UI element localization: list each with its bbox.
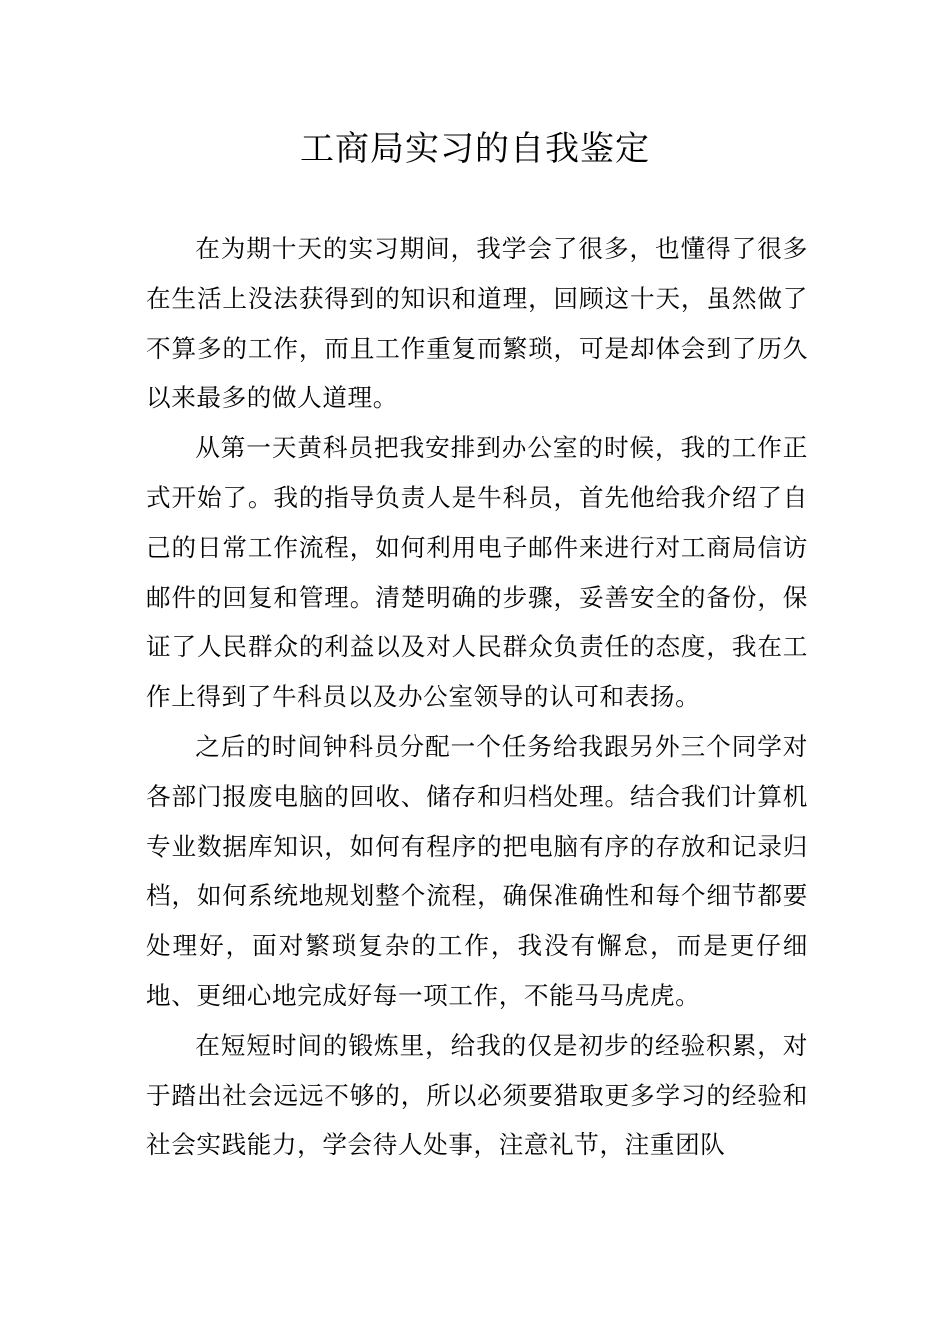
- document-title: 工商局实习的自我鉴定: [300, 129, 650, 169]
- paragraph-2: 从第一天黄科员把我安排到办公室的时候，我的工作正式开始了。我的指导负责人是牛科员，首先他给我介绍了自己的日常工作流程，如何利用电子邮件来进行对工商局信访邮件的回复和管理。清楚明确的步骤，妥善安全的备份，保证了人民群众的利益以及对人民群众负责任的态度，我在工作上得到了牛科员以及办公室领导的认可和表扬。: [146, 433, 808, 712]
- paragraph-3: 之后的时间钟科员分配一个任务给我跟另外三个同学对各部门报废电脑的回收、储存和归档处理。结合我们计算机专业数据库知识，如何有程序的把电脑有序的存放和记录归档，如何系统地规划整个流程，确保准确性和每个细节都要处理好，面对繁琐复杂的工作，我没有懈怠，而是更仔细地、更细心地完成好每一项工作，不能马马虎虎。: [146, 731, 808, 1010]
- paragraph-1: 在为期十天的实习期间，我学会了很多，也懂得了很多在生活上没法获得到的知识和道理，回顾这十天，虽然做了不算多的工作，而且工作重复而繁琐，可是却体会到了历久以来最多的做人道理。: [146, 234, 808, 413]
- document-body: [146, 224, 808, 1170]
- paragraph-4: 在短短时间的锻炼里，给我的仅是初步的经验积累，对于踏出社会远远不够的，所以必须要猎取更多学习的经验和社会实践能力，学会待人处事，注意礼节，注重团队: [146, 1030, 808, 1160]
